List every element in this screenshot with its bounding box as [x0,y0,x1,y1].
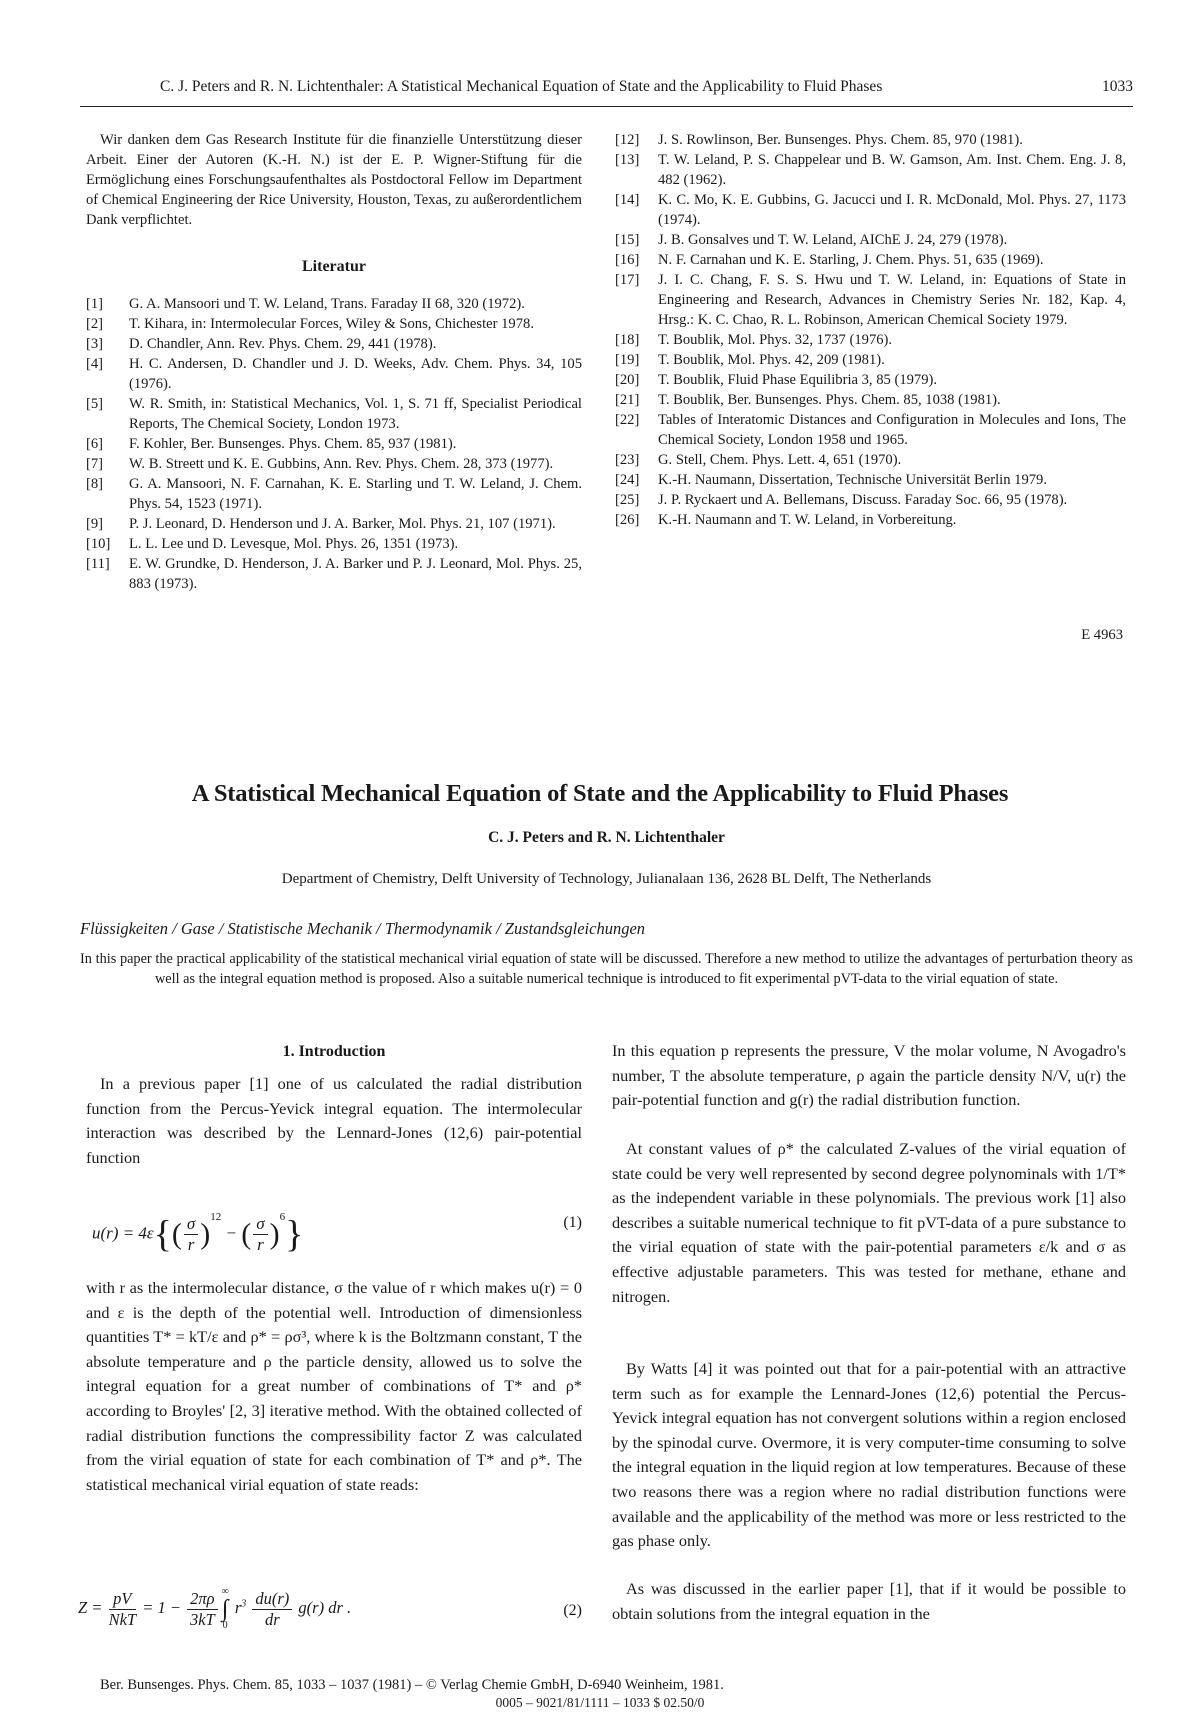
equation-2-formula: Z = $\frac{pV}{\text{NkT}}$ = 1 − $\frac{2\pi\rho}{3kT}$ ∞ ∫ 0 $r^3$ $\frac{du(r)}{dr}$ g(r) dr . [78,1586,352,1631]
manuscript-code: E 4963 [1081,627,1123,643]
paragraph-right-4: As was discussed in the earlier paper [1], that if it would be possible to obtain solutions from the integral equation in the [612,1579,1126,1623]
reference-number: [24] [615,472,640,488]
reference-text: K.-H. Naumann and T. W. Leland, in Vorbereitung. [658,512,957,528]
reference-item [615,450,1126,470]
reference-number: [25] [615,492,640,508]
reference-number: [19] [615,352,640,368]
reference-number: [17] [615,272,640,288]
reference-text: H. C. Andersen, D. Chandler und J. D. Weeks, Adv. Chem. Phys. 34, 105 (1976). [129,356,582,392]
reference-number: [6] [86,436,104,452]
acknowledgement: Wir danken dem Gas Research Institute für die finanzielle Unterstützung dieser Arbeit. Einer der Autoren (K.-H. N.) ist der E. P. Wigner-Stiftung für die Ermöglichung eines Forschungsaufenthaltes als Postdoctoral Fellow im Department of Chemical Engineering der Rice University, Houston, Texas, zu außerordentlichem Dank verpflichtet. [86,132,582,228]
reference-text: D. Chandler, Ann. Rev. Phys. Chem. 29, 441 (1978). [129,336,437,352]
reference-item [86,454,582,474]
paragraph-right-1: In this equation p represents the pressure, V the molar volume, N Avogadro's number, T the absolute temperature, ρ again the particle density N/V, u(r) the pair-potential function and g(r) the radial distribution function. [612,1041,1126,1110]
reference-number: [8] [86,476,104,492]
paragraph-right-2: At constant values of ρ* the calculated Z-values of the virial equation of state could be very well represented by second degree polynominals with 1/T* as the independent variable in these polynomials. The previous work [1] also describes a suitable numerical technique to fit pVT-data of a pure substance to the virial equation of state with the pair-potential parameters ε/k and σ as effective adjustable parameters. This was tested for methane, ethane and nitrogen. [612,1139,1126,1306]
paragraph-right-3: By Watts [4] it was pointed out that for a pair-potential with an attractive term such as for example the Lennard-Jones (12,6) potential the Percus-Yevick integral equation has not convergent solutions within a region enclosed by the spinodal curve. Overmore, it is very computer-time consuming to solve the integral equation in the liquid region at low temperatures. Because of these two reasons there was a region where no radial distribution functions were available and the applicability of the method was more or less restricted to the gas phase only. [612,1359,1126,1551]
reference-list-left [86,294,582,594]
reference-item [86,474,582,514]
reference-text: K. C. Mo, K. E. Gubbins, G. Jacucci und I. R. McDonald, Mol. Phys. 27, 1173 (1974). [658,192,1126,228]
reference-number: [13] [615,152,640,168]
reference-number: [1] [86,296,104,312]
reference-item [615,230,1126,250]
page-number: 1033 [1102,78,1133,95]
reference-text: T. Boublik, Mol. Phys. 42, 209 (1981). [658,352,885,368]
reference-item [615,190,1126,230]
article-authors: C. J. Peters and R. N. Lichtenthaler [488,829,725,846]
reference-number: [5] [86,396,104,412]
keywords: Flüssigkeiten / Gase / Statistische Mechanik / Thermodynamik / Zustandsgleichungen [80,919,646,938]
reference-item [86,314,582,334]
reference-number: [4] [86,356,104,372]
reference-item [86,294,582,314]
reference-number: [12] [615,132,640,148]
equation-2 [78,1578,582,1640]
reference-text: J. P. Ryckaert und A. Bellemans, Discuss. Faraday Soc. 66, 95 (1978). [658,492,1068,508]
paragraph-intro-1: In a previous paper [1] one of us calculated the radial distribution function from the Percus-Yevick integral equation. The intermolecular interaction was described by the Lennard-Jones (12,6) pair-potential function [86,1074,582,1167]
reference-item [615,510,1126,530]
reference-text: F. Kohler, Ber. Bunsenges. Phys. Chem. 85, 937 (1981). [129,436,457,452]
reference-number: [20] [615,372,640,388]
reference-text: T. Boublik, Mol. Phys. 32, 1737 (1976). [658,332,893,348]
reference-text: G. Stell, Chem. Phys. Lett. 4, 651 (1970). [658,452,902,468]
reference-text: W. B. Streett und K. E. Gubbins, Ann. Rev. Phys. Chem. 28, 373 (1977). [129,456,554,472]
reference-item [615,410,1126,450]
affiliation: Department of Chemistry, Delft University of Technology, Julianalaan 136, 2628 BL Delft, The Netherlands [281,871,932,887]
reference-text: J. S. Rowlinson, Ber. Bunsenges. Phys. Chem. 85, 970 (1981). [658,132,1023,148]
footer-citation: Ber. Bunsenges. Phys. Chem. 85, 1033 – 1037 (1981) – © Verlag Chemie GmbH, D-6940 Weinheim, 1981. [100,1677,724,1693]
reference-item [615,130,1126,150]
reference-text: J. B. Gonsalves und T. W. Leland, AIChE J. 24, 279 (1978). [658,232,1008,248]
reference-text: T. W. Leland, P. S. Chappelear und B. W. Gamson, Am. Inst. Chem. Eng. J. 8, 482 (1962). [658,152,1126,188]
reference-number: [26] [615,512,640,528]
reference-number: [18] [615,332,640,348]
reference-text: K.-H. Naumann, Dissertation, Technische Universität Berlin 1979. [658,472,1048,488]
reference-number: [16] [615,252,640,268]
reference-item [86,354,582,394]
reference-item [615,330,1126,350]
reference-text: J. I. C. Chang, F. S. S. Hwu und T. W. Leland, in: Equations of State in Engineering and Research, Advances in Chemistry Series Nr. 182, Kap. 4, Hrsg.: K. C. Chao, R. L. Robinson, American Chemical Society 1979. [658,272,1126,328]
section-heading-introduction: 1. Introduction [282,1043,386,1060]
reference-text: T. Boublik, Fluid Phase Equilibria 3, 85 (1979). [658,372,938,388]
article-title: A Statistical Mechanical Equation of State and the Applicability to Fluid Phases [191,780,1009,807]
reference-item [615,270,1126,330]
equation-1 [86,1190,582,1264]
reference-text: L. L. Lee und D. Levesque, Mol. Phys. 26, 1351 (1973). [129,536,459,552]
reference-item [86,434,582,454]
reference-item [615,350,1126,370]
reference-number: [7] [86,456,104,472]
reference-item [615,390,1126,410]
reference-number: [3] [86,336,104,352]
abstract: In this paper the practical applicability of the statistical mechanical virial equation of state will be discussed. Therefore a new method to utilize the advantages of perturbation theory as well as the integral equation method is proposed. Also a suitable numerical technique is introduced to fit experimental pVT-data to the virial equation of state. [80,951,1133,987]
footer-code: 0005 – 9021/81/1111 – 1033 $ 02.50/0 [495,1695,705,1710]
reference-text: G. A. Mansoori und T. W. Leland, Trans. Faraday II 68, 320 (1972). [129,296,525,312]
reference-number: [14] [615,192,640,208]
reference-text: E. W. Grundke, D. Henderson, J. A. Barker und P. J. Leonard, Mol. Phys. 25, 883 (1973). [129,556,582,592]
reference-number: [10] [86,536,111,552]
reference-item [615,370,1126,390]
reference-item [615,150,1126,190]
reference-number: [11] [86,556,110,572]
reference-number: [23] [615,452,640,468]
reference-item [86,514,582,534]
reference-number: [2] [86,316,104,332]
reference-text: T. Boublik, Ber. Bunsenges. Phys. Chem. 85, 1038 (1981). [658,392,1001,408]
reference-text: G. A. Mansoori, N. F. Carnahan, K. E. Starling und T. W. Leland, J. Chem. Phys. 54, 1523 (1971). [129,476,582,512]
reference-text: T. Kihara, in: Intermolecular Forces, Wiley & Sons, Chichester 1978. [129,316,534,332]
reference-item [86,534,582,554]
paragraph-intro-2: with r as the intermolecular distance, σ the value of r which makes u(r) = 0 and ε is the depth of the potential well. Introduction of dimensionless quantities T* = kT/ε and ρ* = ρσ³, where k is the Boltzmann constant, T the absolute temperature and ρ the particle density, allowed us to solve the integral equation for a great number of combinations of T* and ρ* according to Broyles' [2, 3] iterative method. With the obtained collected of radial distribution functions the compressibility factor Z was calculated from the virial equation of state for each combination of T* and ρ*. The statistical mechanical virial equation of state reads: [86,1278,582,1494]
reference-text: W. R. Smith, in: Statistical Mechanics, Vol. 1, S. 71 ff, Specialist Periodical Reports, The Chemical Society, London 1973. [129,396,582,432]
reference-item [86,394,582,434]
equation-1-formula: u(r) = 4ε{( $\frac{\sigma}{r}$ )$^{12}$ − ( $\frac{\sigma}{r}$ )$^6$} [92,1211,304,1256]
reference-text: N. F. Carnahan und K. E. Starling, J. Chem. Phys. 51, 635 (1969). [658,252,1044,268]
equation-1-number: (1) [563,1214,582,1231]
reference-list-right [615,130,1126,530]
reference-text: Tables of Interatomic Distances and Configuration in Molecules and Ions, The Chemical Society, London 1958 und 1965. [658,412,1126,448]
running-title: C. J. Peters and R. N. Lichtenthaler: A Statistical Mechanical Equation of State and the Applicability to Fluid Phases [160,78,883,95]
header-rule [80,106,1133,107]
reference-number: [9] [86,516,104,532]
reference-number: [22] [615,412,640,428]
reference-item [615,470,1126,490]
reference-item [86,554,582,594]
reference-number: [15] [615,232,640,248]
reference-item [615,250,1126,270]
reference-item [86,334,582,354]
literature-heading: Literatur [302,258,366,275]
equation-2-number: (2) [563,1602,582,1619]
reference-text: P. J. Leonard, D. Henderson und J. A. Barker, Mol. Phys. 21, 107 (1971). [129,516,556,532]
reference-number: [21] [615,392,640,408]
reference-item [615,490,1126,510]
